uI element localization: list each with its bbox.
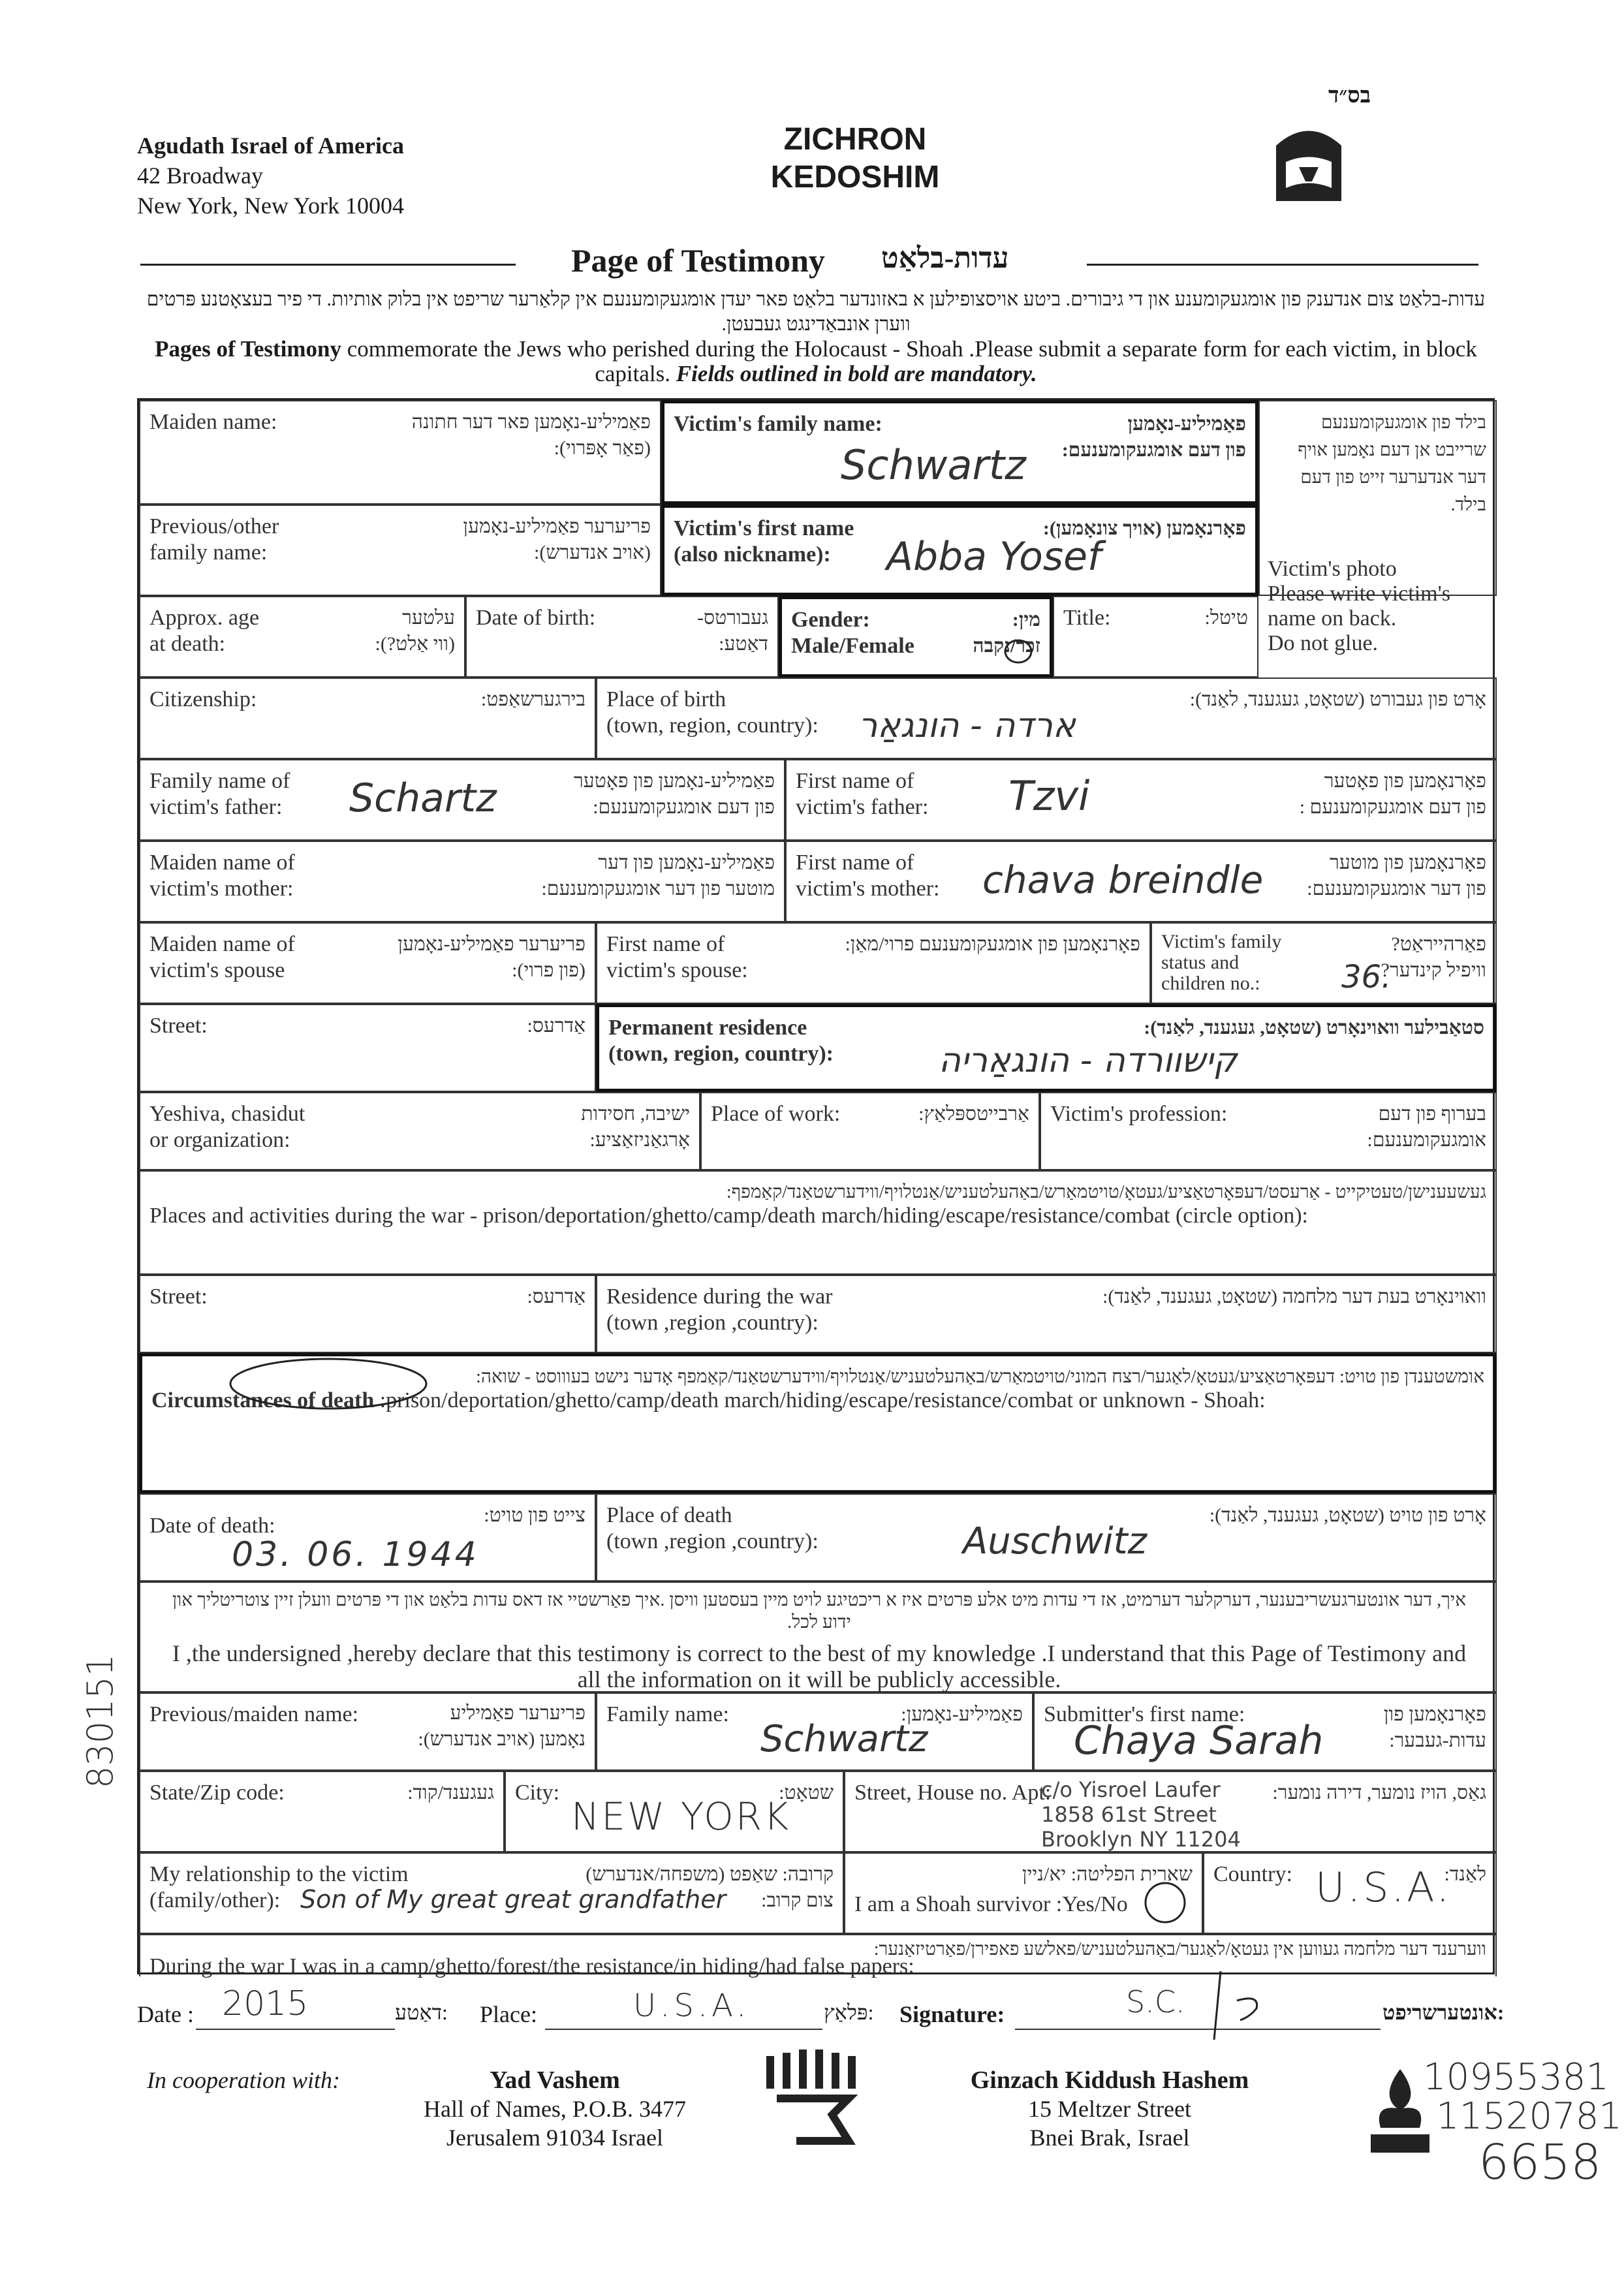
date-he: דאַטע: <box>395 2001 448 2024</box>
intro-mandatory: Fields outlined in bold are mandatory. <box>676 361 1037 386</box>
zichron-kedoshim-logo <box>1273 116 1345 208</box>
label: Street: <box>149 1014 208 1038</box>
label-he: מין: זכר/נקבה <box>973 609 1040 657</box>
place-label: Place: <box>480 2001 537 2027</box>
label: During the war I was in a camp/ghetto/forest/the resistance/in hiding/had false papers: <box>149 1954 914 1978</box>
label: I am a Shoah survivor :Yes/No <box>854 1892 1128 1916</box>
place-of-death-value: Auschwitz <box>963 1520 1147 1563</box>
intro-text <box>137 287 1495 386</box>
stamp-line-1: c/o Yisroel Laufer <box>1041 1777 1221 1802</box>
during-war-field[interactable] <box>139 1934 1497 1976</box>
label-he: פאַרהייראַט? וויפיל קינדער? <box>1381 933 1486 981</box>
title-field[interactable] <box>1053 596 1258 678</box>
label: Maiden name: <box>149 410 277 434</box>
label: Family name of victim's father: <box>149 769 290 819</box>
date-label: Date : <box>137 2001 194 2027</box>
yv-line1: Hall of Names, P.O.B. 3477 <box>424 2096 686 2122</box>
mother-maiden-field[interactable] <box>139 841 785 922</box>
label-he: אָרט פון געבורט (שטאָט, געגענד, לאַנד): <box>1189 689 1486 710</box>
submitter-family-value: Schwartz <box>760 1718 928 1760</box>
survivor-field[interactable] <box>844 1852 1203 1934</box>
place-of-death-field[interactable] <box>596 1493 1497 1582</box>
zichron-kedoshim-title <box>751 121 960 196</box>
state-zip-field[interactable] <box>139 1771 505 1852</box>
gk-line1: 15 Meltzer Street <box>1028 2096 1191 2122</box>
yad-vashem-logo <box>764 2049 862 2147</box>
ginzach-address <box>927 2066 1292 2152</box>
circled-shoah-mark <box>227 1356 429 1412</box>
gender-field[interactable] <box>779 596 1053 678</box>
label-he: אָרט פון טויט (שטאָט, געגענד, לאַנד): <box>1209 1504 1486 1526</box>
spouse-maiden-field[interactable] <box>139 922 596 1004</box>
submitter-prev-name-field[interactable] <box>139 1692 596 1771</box>
label-he: ישיבה, חסידות אָרגאַניזאַציע: <box>581 1103 690 1151</box>
country-value: U.S.A. <box>1315 1863 1452 1911</box>
declaration-he: איך, דער אונטערגעשריבענער, דערקלער דערמיט, אז די עדות מיט אלע פּרטים איז א ריכטיגע לויט מיין בעסטען וויסן .איך פאַרשטיי אז דאס עדות בלאַט און די פּרטים וועלן זיין צוטריטליך און ידוע לכל. <box>172 1590 1467 1632</box>
label: First name of victim's father: <box>796 769 929 819</box>
relationship-value: Son of My great great grandfather <box>300 1885 726 1914</box>
org-address <box>137 131 404 221</box>
declaration <box>139 1582 1497 1692</box>
label: Permanent residence (town, region, country): <box>608 1016 834 1066</box>
place-of-birth-field[interactable] <box>596 678 1497 759</box>
place-line <box>545 2029 822 2030</box>
label: Yeshiva, chasidut or organization: <box>149 1102 305 1152</box>
place-value[interactable]: U.S.A. <box>633 1987 751 2024</box>
intro-hebrew: עדות-בלאַט צום אנדענק פון אומגעקומענע און די גיבורים. ביטע אויסצופילען א באזונדער בלאַט פאר יעדן אומגעקומענעם אין קלאַרער שריפט אין בלוק אותיות. די פיר בעצאָטנע פּרטים ווערן אונבאַדינגט געבעטן. <box>146 288 1486 335</box>
intro-lead: Pages of Testimony <box>155 336 342 362</box>
intro-body: commemorate the Jews who perished during the Holocaust - Shoah .Please submit a separate form for each victim, in block capitals. <box>341 336 1477 386</box>
mother-first-field[interactable] <box>785 841 1497 922</box>
label: Maiden name of victim's spouse <box>149 932 295 982</box>
label: Street, House no. Apt: <box>854 1781 1052 1805</box>
circ-bold: Circumstances of death <box>151 1388 375 1412</box>
label-he: פאָרנאָמען פון אומגעקומענעם פרוי/מאַן: <box>845 933 1140 955</box>
label: Gender: Male/Female <box>791 608 914 658</box>
label: Family name: <box>606 1702 729 1726</box>
father-family-value: Schartz <box>349 775 497 821</box>
permanent-residence-field[interactable] <box>596 1004 1497 1092</box>
street-field[interactable] <box>139 1004 596 1092</box>
label-he: פאַמיליע-נאָמען פון דעם אומגעקומענעם: <box>1061 413 1246 461</box>
label: Title: <box>1063 606 1111 630</box>
label-he: צייט פון טויט: <box>484 1504 586 1526</box>
mother-first-value: chava breindle <box>982 858 1264 902</box>
label: Place of death (town ,region ,country): <box>606 1503 819 1553</box>
label: Victim's profession: <box>1050 1102 1228 1126</box>
org-street: 42 Broadway <box>137 163 263 189</box>
label: Residence during the war (town ,region ,country): <box>606 1285 833 1335</box>
circ-rest: :prison/deportation/ghetto/camp/death march/hiding/escape/resistance/combat or unknown - Shoah: <box>374 1388 1266 1412</box>
label-he: פאַמיליע-נאָמען פאר דער חתונה (פאַר אָפּרוי): <box>411 411 651 459</box>
submitter-first-field[interactable] <box>1033 1692 1497 1771</box>
kedoshim-text: KEDOSHIM <box>770 160 940 195</box>
submitter-first-value: Chaya Sarah <box>1074 1718 1324 1764</box>
place-he: פּלאַץ: <box>824 2001 874 2024</box>
relationship-field[interactable] <box>139 1852 844 1934</box>
signature-label: Signature: <box>899 2001 1005 2027</box>
label-he: געבורטס- דאַטע: <box>697 607 768 655</box>
label: Place of birth (town, region, country): <box>606 687 819 738</box>
label-he: פריערער פאַמיליע נאָמען (אויב אנדערש): <box>418 1702 586 1750</box>
label-he: אַרבייטספּלאַץ: <box>918 1103 1029 1125</box>
label: City: <box>515 1781 560 1805</box>
submitter-family-field[interactable] <box>596 1692 1033 1771</box>
country-field[interactable] <box>1203 1852 1497 1934</box>
date-of-death-value: 03. 06. 1944 <box>232 1535 479 1574</box>
label-he: שארית הפליטה: יא/ניין <box>1022 1863 1193 1885</box>
label: Places and activities during the war - prison/deportation/ghetto/camp/death march/hiding/escape/resistance/combat (circle option): <box>149 1204 1308 1228</box>
label-he: בירגערשאַפט: <box>480 689 586 710</box>
places-activities-field[interactable] <box>139 1170 1497 1275</box>
page-title: Page of Testimony <box>571 242 825 279</box>
label: Citizenship: <box>149 687 257 711</box>
label-he: פאָרנאָמען פון פאָטער פון דעם אומגעקומענעם : <box>1299 770 1486 818</box>
date-of-death-field[interactable] <box>139 1493 596 1582</box>
yv-line2: Jerusalem 91034 Israel <box>446 2125 663 2151</box>
label: Street: <box>149 1285 208 1309</box>
coop-label: In cooperation with: <box>147 2067 340 2093</box>
label-he: וואוינאָרט בעת דער מלחמה (שטאָט, געגענד, לאַנד): <box>1102 1286 1486 1307</box>
label-he: ווערענד דער מלחמה געווען אין געטאָ/לאַגער/באַהעלטעניש/פאלשע פאפירן/פאַרטיזאַנער: <box>873 1939 1486 1959</box>
margin-number: 830151 <box>80 1653 121 1788</box>
label: Submitter's first name: <box>1044 1702 1245 1726</box>
org-name: Agudath Israel of America <box>137 132 404 159</box>
label: Victim's family name: <box>674 412 882 436</box>
war-residence-field[interactable] <box>596 1275 1497 1353</box>
label-he: געשעענישן/טעטיקייט - אַרעסט/דעפּאָרטאַציע/געטאָ/טויטמאַרש/באַהעלטעניש/אַנטלויף/ווידערשטאַנד/קאַמפף: <box>726 1182 1486 1202</box>
id-2: 11520781 <box>1436 2095 1623 2138</box>
signature-value[interactable]: S.C. <box>1126 1984 1185 2019</box>
maiden-name-field[interactable] <box>139 400 661 505</box>
label-he: אַדרעס: <box>527 1286 586 1307</box>
label: Date of death: <box>149 1514 275 1538</box>
label-he: לאַנד: <box>1444 1863 1486 1885</box>
label-he: אַדרעס: <box>527 1015 586 1036</box>
header-rule-right <box>1087 264 1478 266</box>
children-value: 36. <box>1341 959 1392 995</box>
signature-mark <box>1208 1968 1286 2046</box>
label: Approx. age at death: <box>149 606 260 656</box>
label: Previous/other family name: <box>149 514 279 565</box>
label-he: קרובה: שאַפט (משפחה/אנדערש) צום קרוב: <box>586 1863 834 1911</box>
address-stamp <box>1041 1777 1241 1852</box>
label-he: עלטער (ווי אַלט?): <box>375 607 455 655</box>
page-title-hebrew: עדות-בלאַט <box>881 242 1009 274</box>
dob-field[interactable] <box>465 596 779 678</box>
photo-box[interactable] <box>1258 400 1497 655</box>
family-status-field[interactable] <box>1151 922 1497 1004</box>
street-house-field[interactable] <box>844 1771 1497 1852</box>
label: Maiden name of victim's mother: <box>149 850 295 901</box>
city-field[interactable] <box>505 1771 844 1852</box>
gk-name: Ginzach Kiddush Hashem <box>970 2066 1249 2094</box>
label-he: פאַמיליע-נאָמען פון פאָטער פון דעם אומגעקומענעם: <box>574 770 775 818</box>
photo-en: Victim's photo Please write victim's name on back. Do not glue. <box>1268 557 1450 655</box>
label-he: געגענד/קוד: <box>407 1782 494 1803</box>
family-name-value: Schwartz <box>841 441 1026 489</box>
page-header <box>140 242 1485 287</box>
label-he: פאָרנאָמען (אויך צונאָמען): <box>1042 518 1246 539</box>
spouse-first-field[interactable] <box>596 922 1151 1004</box>
org-city: New York, New York 10004 <box>137 193 405 219</box>
previous-name-field[interactable] <box>139 505 661 596</box>
label: Victim's first name (also nickname): <box>674 516 854 567</box>
label: Previous/maiden name: <box>149 1702 359 1726</box>
circumstances-field[interactable] <box>139 1353 1497 1493</box>
stamp-line-3: Brooklyn NY 11204 <box>1041 1827 1241 1852</box>
citizenship-field[interactable] <box>139 678 596 759</box>
label: Victim's family status and children no.: <box>1161 931 1282 994</box>
yeshiva-field[interactable] <box>139 1092 700 1170</box>
intro-english <box>137 337 1495 386</box>
label-he: גאַס, הויז נומער, דירה נומער: <box>1272 1782 1486 1803</box>
age-field[interactable] <box>139 596 465 678</box>
label: My relationship to the victim (family/other): <box>149 1862 409 1912</box>
work-field[interactable] <box>700 1092 1040 1170</box>
label-he: סטאַבילער וואוינאָרט (שטאָט, געגענד, לאַנד): <box>1144 1017 1484 1038</box>
testimony-form <box>137 398 1495 1978</box>
label: Place of work: <box>711 1102 841 1126</box>
label-he: בערוף פון דעם אומגעקומענעם: <box>1367 1103 1486 1151</box>
label-he: פריערער פאַמיליע-נאָמען (אויב אנדערש): <box>463 516 651 563</box>
zichron-text: ZICHRON <box>783 122 927 157</box>
label: First name of victim's mother: <box>796 850 940 901</box>
date-value[interactable]: 2015 <box>222 1984 309 2023</box>
bsd-mark: בס״ד <box>1328 84 1371 108</box>
gender-circle <box>1004 638 1033 664</box>
father-family-field[interactable] <box>139 759 785 841</box>
label-he: אומשטענדן פון טויט: דעפּאָרטאַציע/געטאָ/לאַגער/רצח המוני/טויטמאַרש/באַהעלטעניש/אַנטלויף/ווידערשטאַנד/קאַמפף אָדער נישט בעוווסט - שואה: <box>476 1367 1484 1387</box>
father-first-value: Tzvi <box>1008 772 1090 820</box>
label-he: טיטל: <box>1204 607 1248 629</box>
residence-value: קישוורדה - הונגאַריה <box>939 1041 1238 1080</box>
profession-field[interactable] <box>1040 1092 1497 1170</box>
label-he: פריערער פאַמיליע-נאָמען (פון פרוי): <box>398 933 586 981</box>
header-rule-left <box>140 264 516 266</box>
id-1: 10955381 <box>1423 2056 1610 2098</box>
label: Date of birth: <box>476 606 596 630</box>
family-name-field[interactable] <box>661 400 1258 505</box>
stamp-line-2: 1858 61st Street <box>1041 1802 1217 1827</box>
label-he: פאַמיליע-נאָמען: <box>901 1704 1023 1725</box>
city-value: NEW YORK <box>571 1794 791 1839</box>
label: First name of victim's spouse: <box>606 932 748 982</box>
signature-he: אונטערשריפט: <box>1382 2001 1505 2024</box>
declaration-en: I ,the undersigned ,hereby declare that this testimony is correct to the best of my knowledge .I understand that this Page of Testimony and all the information on it will be publicly accessible. <box>172 1640 1467 1692</box>
photo-he: בילד פון אומגעקומענעם שרייבט אן דעם נאָמען אויף דער אנדערער זייט פון דעם בילד. <box>1298 413 1486 515</box>
label-he: שטאָט: <box>779 1782 834 1803</box>
first-name-value: Abba Yosef <box>886 534 1102 580</box>
gk-line2: Bnei Brak, Israel <box>1029 2125 1190 2151</box>
signature-line <box>1015 2029 1381 2030</box>
date-line <box>196 2029 395 2030</box>
id-3: 6658 <box>1478 2134 1602 2190</box>
first-name-field[interactable] <box>661 505 1258 596</box>
yad-vashem-address <box>398 2066 711 2152</box>
no-circle <box>1142 1880 1188 1925</box>
father-first-field[interactable] <box>785 759 1497 841</box>
war-street-field[interactable] <box>139 1275 596 1353</box>
label-he: פאָרנאָמען פון עדות-געבער: <box>1383 1704 1486 1751</box>
label: Country: <box>1213 1862 1292 1886</box>
label-he: פאָרנאָמען פון מוטער פון דער אומגעקומענעם: <box>1307 852 1486 899</box>
yv-name: Yad Vashem <box>490 2066 620 2094</box>
label: State/Zip code: <box>149 1781 285 1805</box>
label-he: פאַמיליע-נאָמען פון דער מוטער פון דער אומגעקומענעם: <box>541 852 775 899</box>
pob-value: ארדה - הונגאַר <box>858 706 1076 745</box>
